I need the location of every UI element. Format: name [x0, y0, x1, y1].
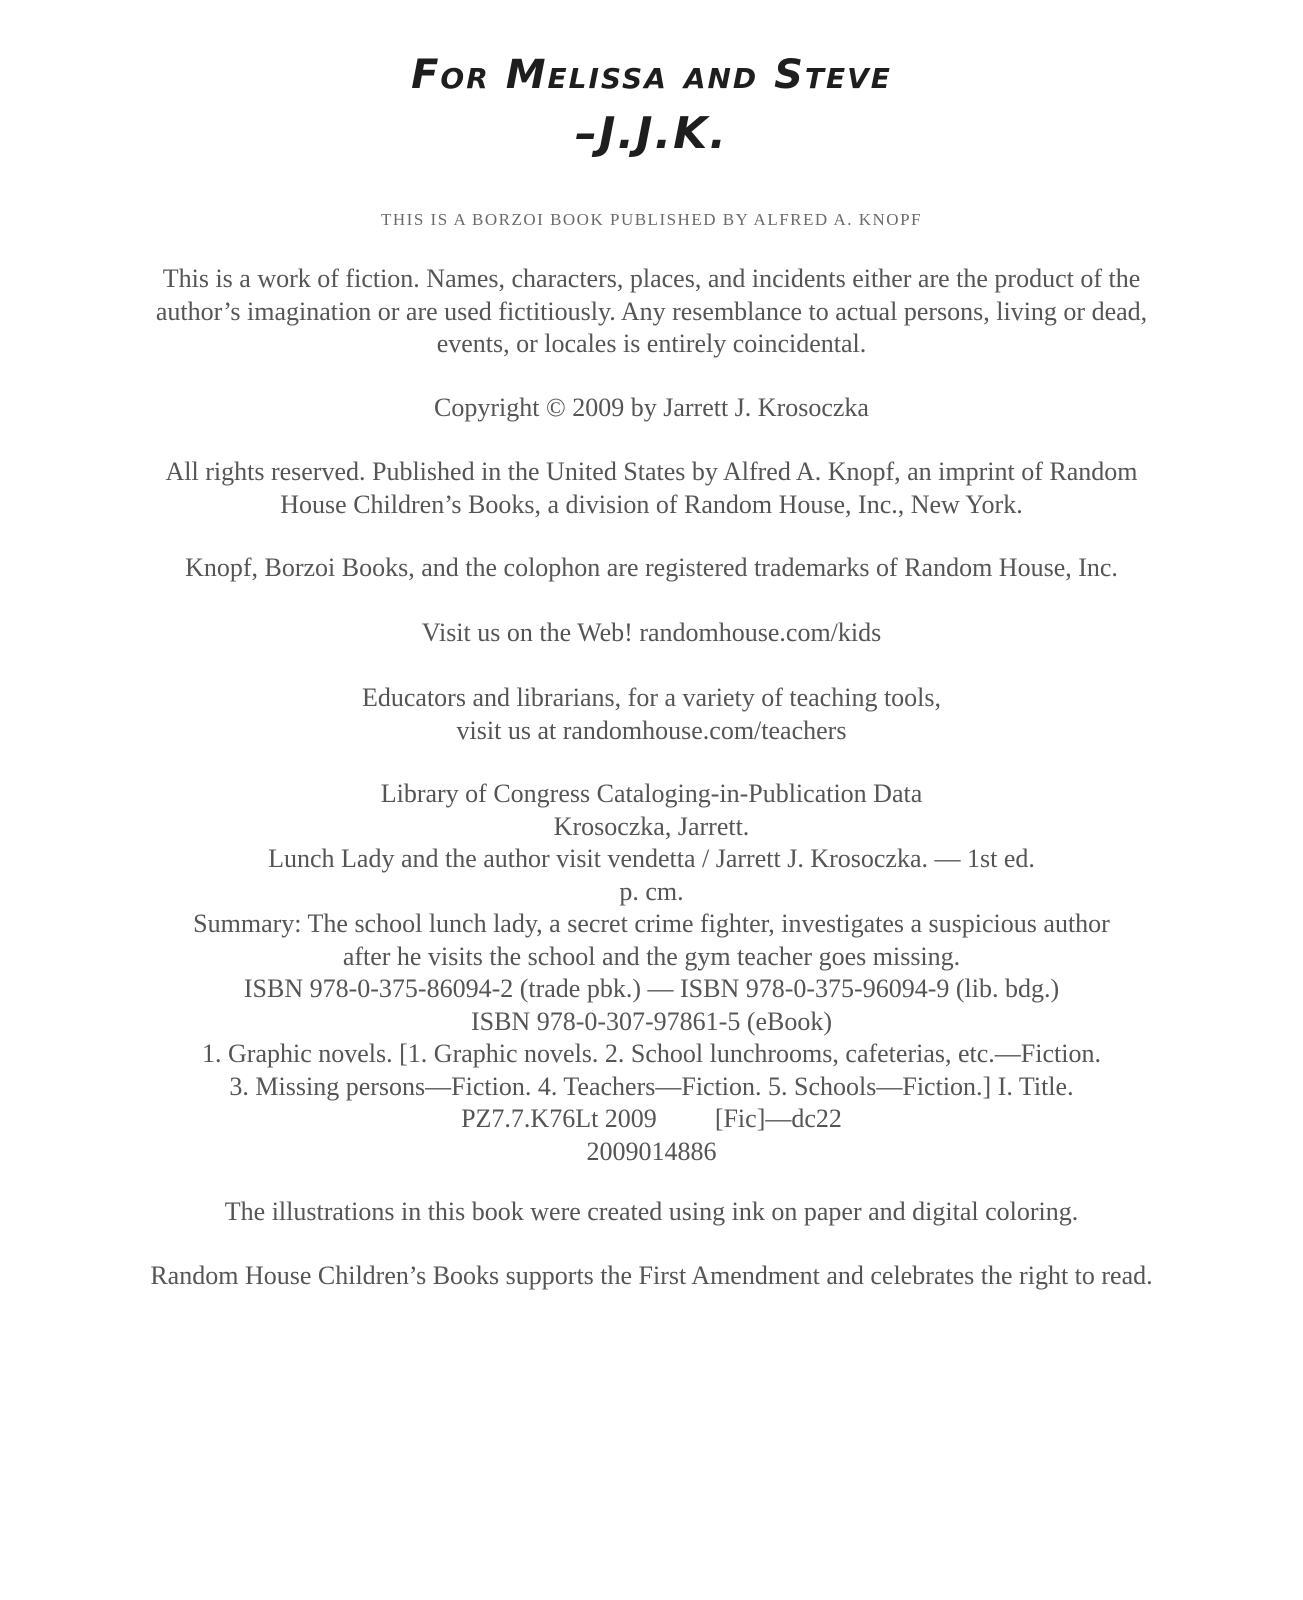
cip-summary-line: Summary: The school lunch lady, a secret crime fighter, investigates a suspicious author	[193, 909, 1110, 938]
illustrations-line: The illustrations in this book were created using ink on paper and digital coloring.	[224, 1197, 1079, 1226]
educators-line: visit us at randomhouse.com/teachers	[456, 715, 847, 745]
web-notice	[60, 617, 1243, 650]
cip-pages: p. cm.	[619, 876, 684, 906]
rights-line: House Children’s Books, a division of Random House, Inc., New York.	[280, 489, 1023, 519]
educators-line: Educators and librarians, for a variety of teaching tools,	[361, 683, 942, 712]
copyright-line: Copyright © 2009 by Jarrett J. Krosoczka	[434, 393, 869, 422]
cip-isbn-line: ISBN 978-0-375-86094-2 (trade pbk.) — ISBN 978-0-375-96094-9 (lib. bdg.)	[243, 974, 1060, 1003]
dedication-line: For Melissa and Steve	[411, 52, 892, 98]
cip-summary-line: after he visits the school and the gym teacher goes missing.	[342, 941, 961, 971]
cip-subjects-line: 1. Graphic novels. [1. Graphic novels. 2. School lunchrooms, cafeterias, etc.—Fiction.	[202, 1039, 1101, 1068]
trademark-line: Knopf, Borzoi Books, and the colophon are registered trademarks of Random House, Inc.	[185, 553, 1118, 582]
educators-notice	[60, 682, 1243, 747]
fiction-notice-line: This is a work of fiction. Names, characters, places, and incidents either are the product of the	[162, 264, 1141, 293]
cip-classification	[60, 1103, 1243, 1136]
cip-isbn-line: ISBN 978-0-307-97861-5 (eBook)	[470, 1006, 833, 1036]
dedication-initials: –J.J.K.	[575, 108, 728, 159]
fiction-notice-line: author’s imagination or are used fictitiously. Any resemblance to actual persons, living or dead,	[155, 296, 1148, 326]
first-amendment-notice	[60, 1260, 1243, 1293]
cip-subjects-line: 3. Missing persons—Fiction. 4. Teachers—Fiction. 5. Schools—Fiction.] I. Title.	[229, 1071, 1074, 1101]
trademark-notice	[60, 552, 1243, 585]
illustrations-notice	[60, 1196, 1243, 1229]
fiction-notice	[60, 263, 1243, 361]
cip-dewey: [Fic]—dc22	[714, 1104, 842, 1133]
cip-data-block	[60, 778, 1243, 1168]
cip-lccn: 2009014886	[586, 1136, 717, 1166]
web-line: Visit us on the Web! randomhouse.com/kids	[421, 618, 882, 647]
rights-notice	[60, 456, 1243, 521]
cip-title-line: Lunch Lady and the author visit vendetta / Jarrett J. Krosoczka. — 1st ed.	[268, 844, 1035, 873]
rights-line: All rights reserved. Published in the United States by Alfred A. Knopf, an imprint of Random	[165, 457, 1138, 486]
publisher-line: THIS IS A BORZOI BOOK PUBLISHED BY ALFRED A. KNOPF	[381, 210, 922, 229]
copyright-notice	[60, 392, 1243, 425]
cip-class-number: PZ7.7.K76Lt 2009	[461, 1104, 657, 1133]
fiction-notice-line: events, or locales is entirely coincidental.	[436, 329, 867, 358]
cip-author: Krosoczka, Jarrett.	[553, 811, 750, 841]
cip-heading: Library of Congress Cataloging-in-Publication Data	[380, 779, 923, 808]
first-amendment-line: Random House Children’s Books supports the First Amendment and celebrates the right to read.	[150, 1261, 1153, 1290]
